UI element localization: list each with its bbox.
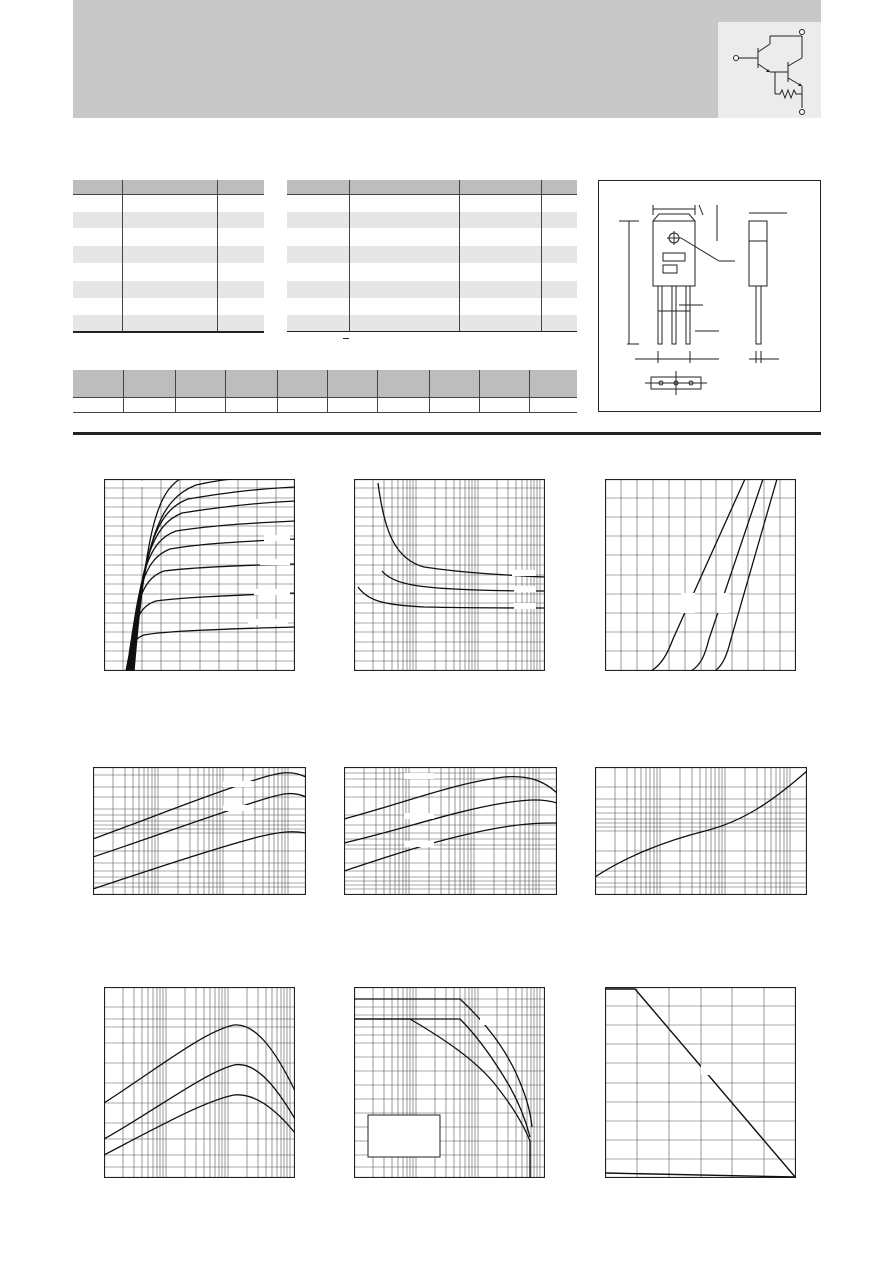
table-row — [287, 281, 577, 298]
chart-7 — [104, 987, 295, 1178]
curve-1 — [605, 989, 796, 1178]
section-divider — [73, 432, 821, 435]
table-row — [73, 281, 264, 298]
curve-1 — [354, 999, 532, 1127]
header-band — [73, 0, 821, 118]
package-outline-box — [598, 180, 821, 412]
curve-2 — [605, 1173, 796, 1177]
curve-3 — [104, 1095, 295, 1155]
package-outline-drawing — [599, 181, 822, 413]
circuit-symbol-panel — [718, 22, 821, 118]
chart-2 — [354, 479, 545, 671]
chart-5 — [344, 767, 557, 895]
table-row — [287, 315, 577, 331]
table-header-row — [73, 180, 264, 194]
curve-1 — [126, 627, 295, 671]
table-header-row — [73, 370, 577, 397]
chart-4 — [93, 767, 306, 895]
chart-9 — [605, 987, 796, 1178]
legend-box — [368, 1115, 440, 1157]
curve-3 — [128, 564, 295, 671]
hfe-classification-table — [73, 370, 577, 414]
curve-1 — [104, 1025, 295, 1103]
table-row — [73, 212, 264, 228]
chart-6 — [595, 767, 807, 895]
table-row — [73, 315, 264, 331]
table-row — [73, 246, 264, 263]
chart-1 — [104, 479, 295, 671]
characteristics-table-right — [287, 180, 577, 332]
table-row — [287, 212, 577, 228]
darlington-symbol-icon — [718, 22, 821, 118]
table-row — [287, 246, 577, 263]
curve-2 — [104, 1065, 295, 1139]
ratings-table-left — [73, 180, 264, 332]
chart-3 — [605, 479, 796, 671]
chart-8 — [354, 987, 545, 1178]
table-header-row — [287, 180, 577, 194]
